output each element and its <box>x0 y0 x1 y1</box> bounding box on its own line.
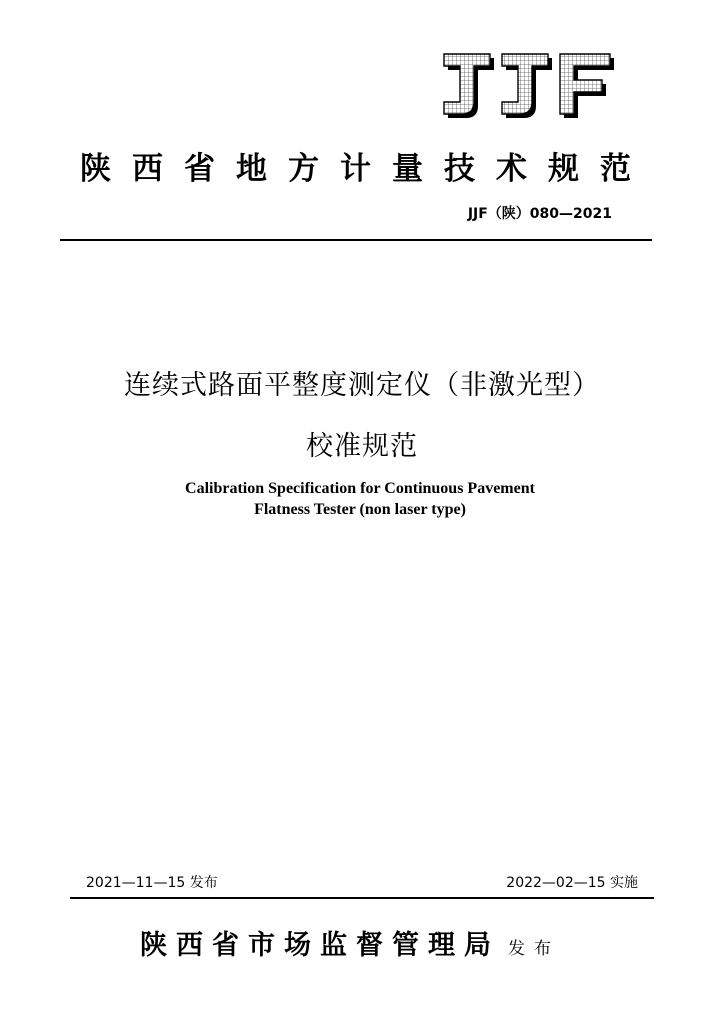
title-english <box>60 478 660 520</box>
title-english-line-1: Calibration Specification for Continuous Pavement <box>185 480 535 497</box>
issuer-name: 陕西省市场监督管理局 <box>140 930 500 961</box>
title-chinese-line-1: 连续式路面平整度测定仪（非激光型） <box>124 370 600 401</box>
footer-divider <box>70 897 654 899</box>
title-english-line-2: Flatness Tester (non laser type) <box>254 501 466 518</box>
jjf-logo-icon <box>440 52 616 122</box>
issuer-line <box>140 923 560 962</box>
standard-type-heading: 陕西省地方计量技术规范 <box>80 151 652 187</box>
header-divider <box>60 239 652 241</box>
standard-number: JJF（陕）080—2021 <box>467 206 612 222</box>
title-chinese-line-2: 校准规范 <box>306 431 418 462</box>
issue-date: 2021—11—15 发布 <box>86 875 218 891</box>
implementation-date: 2022—02—15 实施 <box>506 875 638 891</box>
issuer-action: 发布 <box>508 939 560 959</box>
